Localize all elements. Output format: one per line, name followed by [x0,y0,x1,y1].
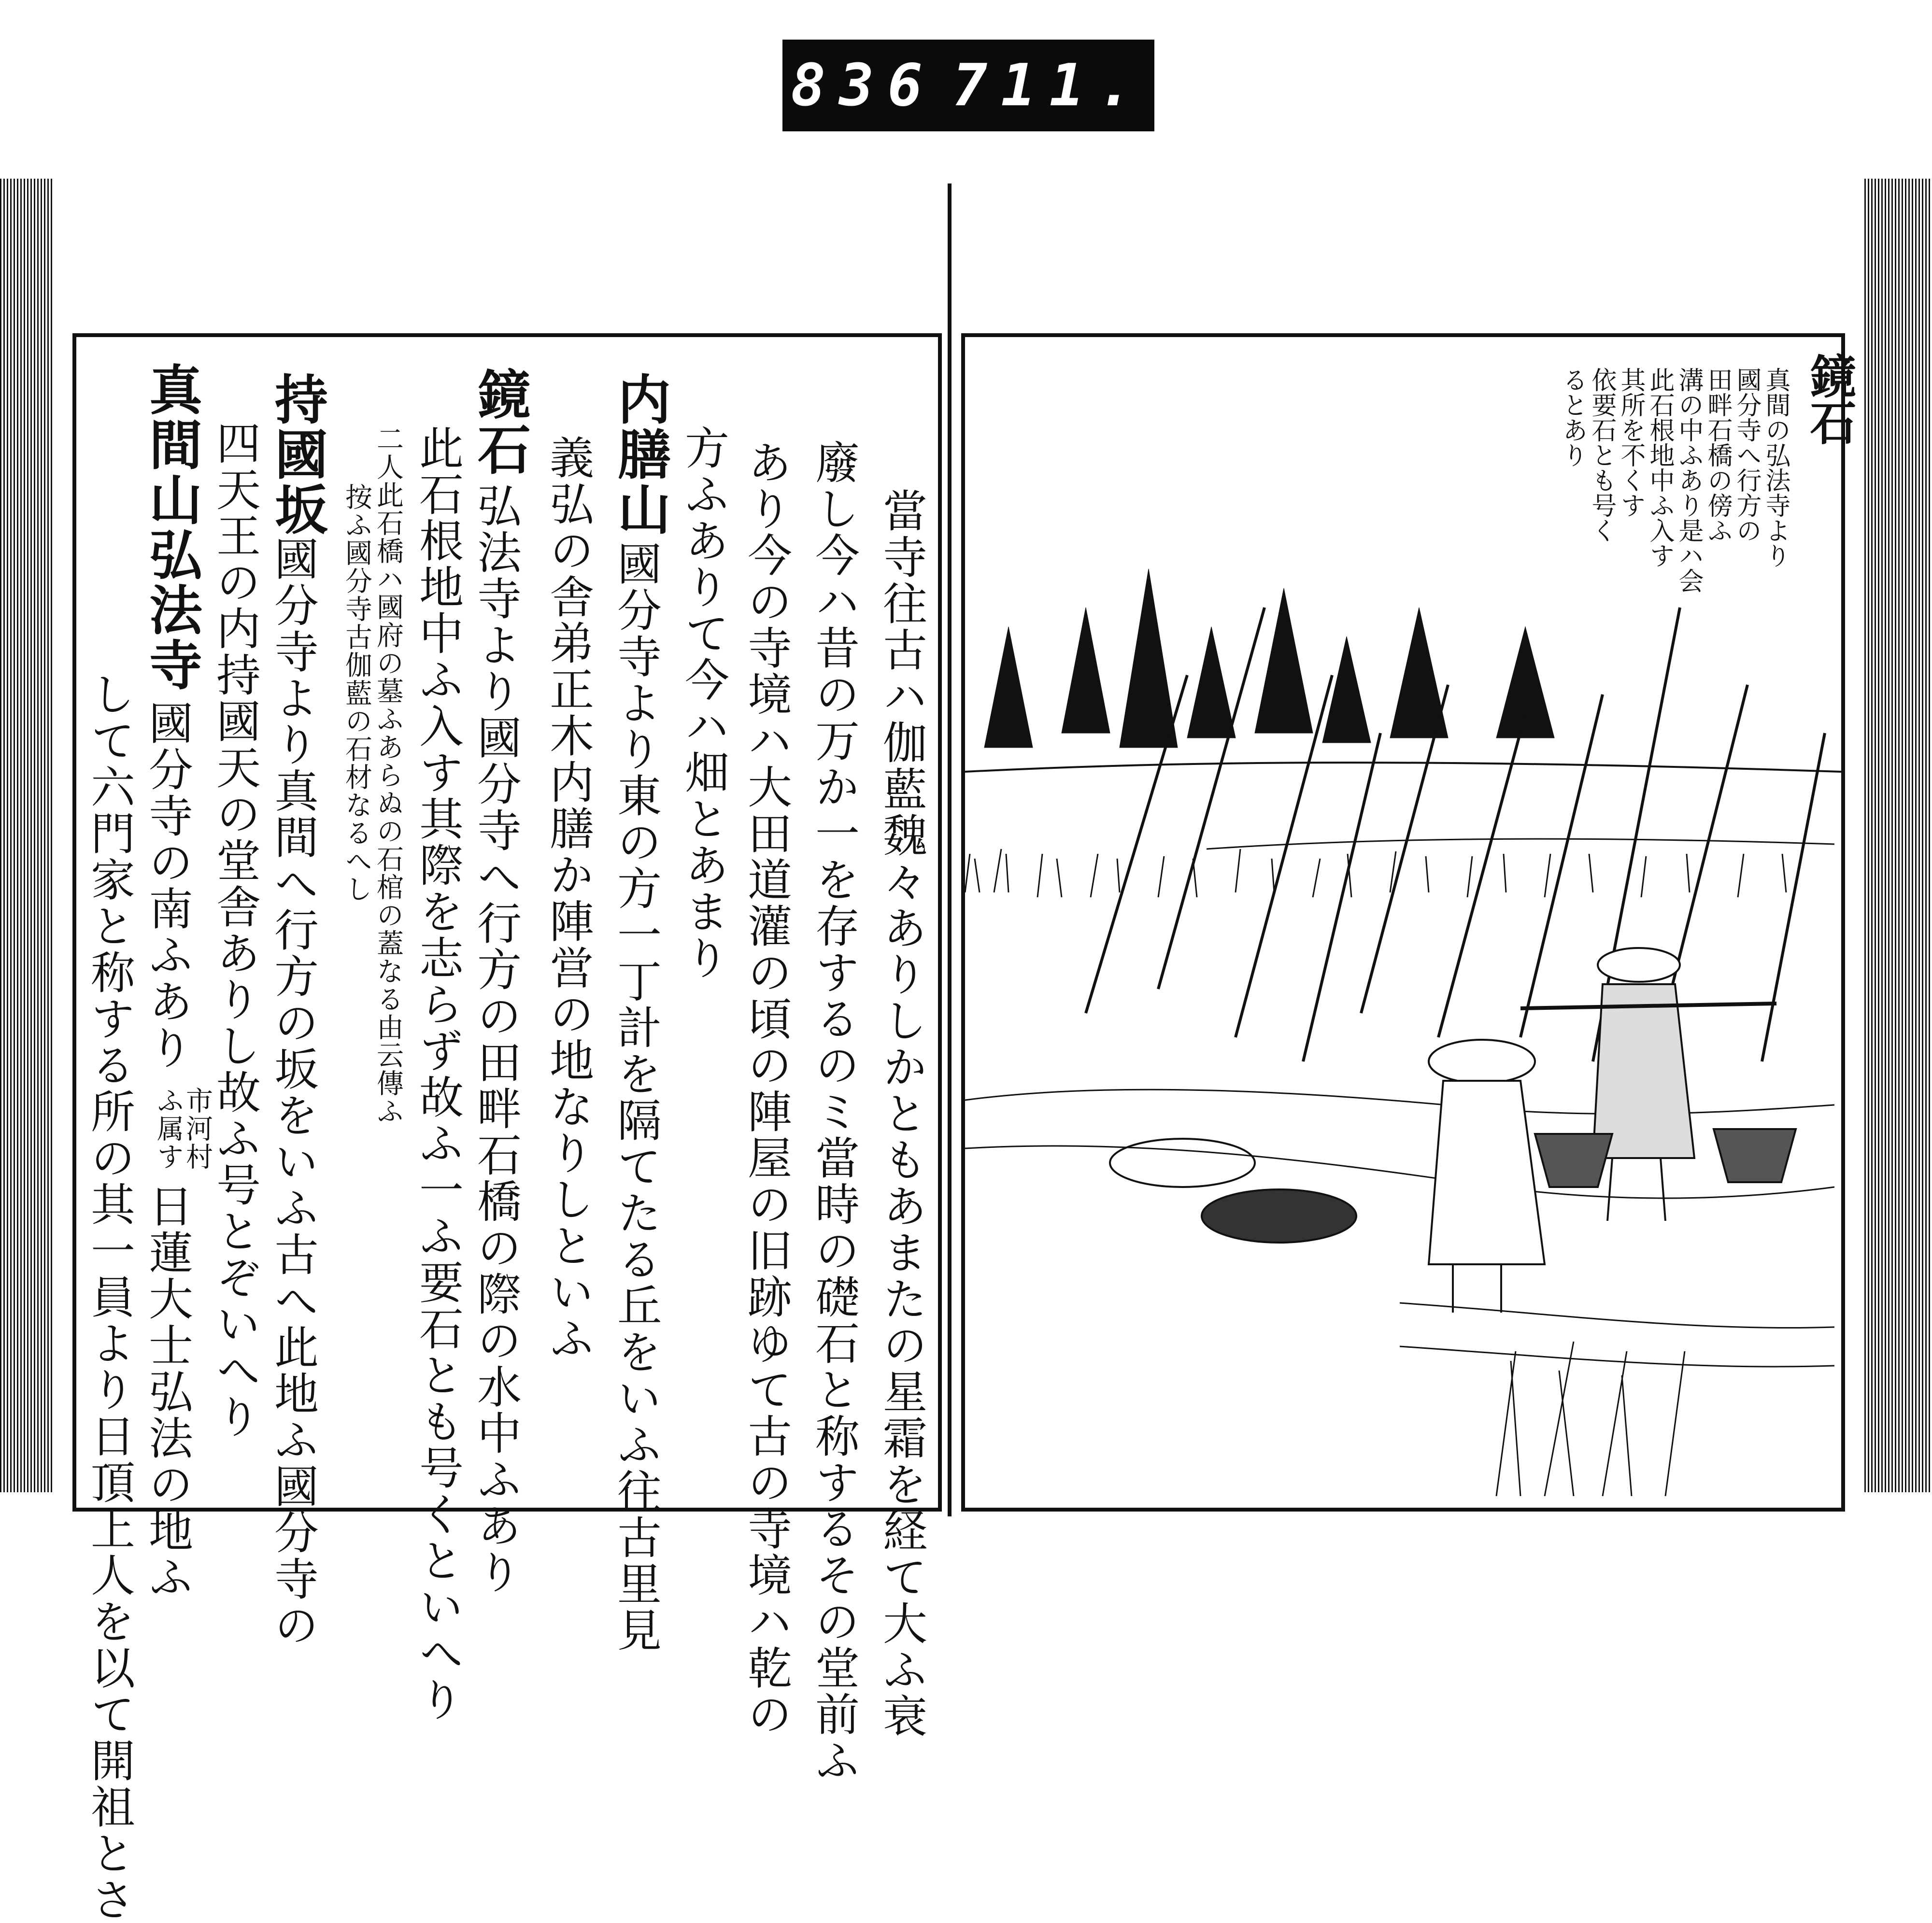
text-column-1: 當寺往古ハ伽藍魏々ありしかともあまたの星霜を経て大ふ衰 [876,488,927,1739]
label-right-number: 711. [952,52,1146,119]
text-column-7: 弘法寺より國分寺へ行方の田畔石橋の際の水中ふあり [470,483,522,1596]
caption-line-7: 依要石とも号く [1587,367,1616,543]
trees-icon [984,569,1554,748]
text-note-1: 二人此石橋ハ國府の墓ふあらぬの石棺の蓋なる由云傳ふ [372,425,404,1125]
text-column-4: 方ふありて今ハ畑とあまり [678,425,729,981]
call-number-label [782,40,1154,131]
entry-heading-kagamiishi: 鏡石 [469,367,531,477]
caption-line-4: 溝の中ふあり是ハ会 [1674,367,1703,593]
entry-heading-jikokuzaka: 持國坂 [266,372,328,537]
illustration-title: 鏡石 [1803,353,1857,445]
text-column-6: 義弘の舎弟正木内膳か陣営の地なりしといふ [542,435,594,1362]
caption-line-5: 此石根地中ふ入す [1645,367,1674,568]
pilgrim-figure-icon [1429,1040,1545,1313]
rock-icon [1110,1139,1255,1187]
book-edge-left [0,179,53,1492]
text-column-14: して六門家と称する所の其一員より日頂上人を以て開祖とさ [84,671,135,1923]
text-column-5: 國分寺より東の方一丁計を隔てたる丘をいふ往古里見 [610,541,662,1654]
caption-line-3: 田畔石橋の傍ふ [1703,367,1732,543]
grass-icon [965,849,1786,897]
text-column-11: 國分寺より真間へ行方の坂をいふ古へ此地ふ國分寺の [267,536,319,1649]
book-spine [948,184,952,1516]
stream-icon [965,1089,1834,1367]
reeds-icon [1496,1342,1685,1496]
caption-line-6: 其所を不くす [1616,367,1645,518]
text-column-3: あり今の寺境ハ大田道灌の頃の陣屋の旧跡ゆて古の寺境ハ乾の [740,439,792,1738]
caption-line-2: 國分寺へ行方の [1732,367,1761,543]
text-note-3: 市河村 [182,1087,213,1171]
text-column-12: 四天王の内持國天の堂舎ありし故ふ号とぞいへり [209,420,261,1440]
label-left-number: 836 [791,52,936,119]
text-note-4: ふ属す [153,1087,184,1171]
entry-heading-naizenyama: 内膳山 [609,372,671,537]
caption-line-1: 真間の弘法寺より [1761,367,1790,568]
text-column-13b: 日蓮大士弘法の地ふ [142,1183,193,1600]
entry-heading-guhoji: 真間山弘法寺 [141,362,203,693]
book-edge-right [1864,179,1932,1492]
text-column-2: 廢し今ハ昔の万か一を存するのミ當時の礎石と称するその堂前ふ [808,439,860,1784]
kagami-stone-icon [1202,1189,1356,1243]
caption-line-8: るとあり [1558,367,1587,467]
text-column-13: 國分寺の南ふあり [142,700,193,1071]
text-column-8: 此石根地中ふ入す其際を志らず故ふ一ふ要石とも号くといへり [412,425,464,1723]
text-note-2: 按ふ國分寺古伽藍の石材なるへし [341,483,372,903]
rain-icon [1086,608,1825,1061]
